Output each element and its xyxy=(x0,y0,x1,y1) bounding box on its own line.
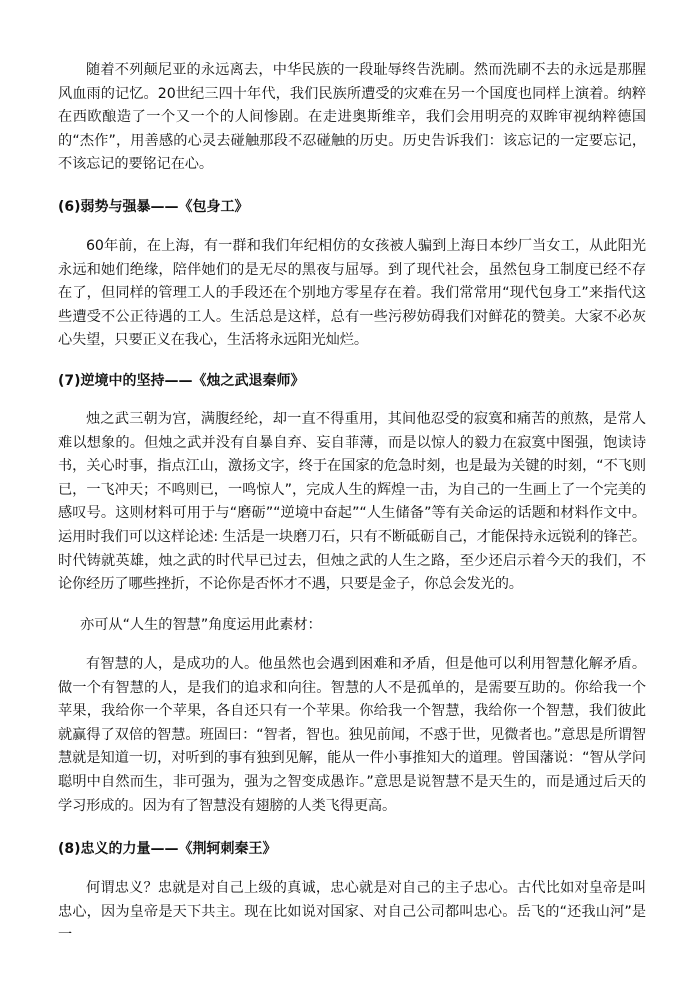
paragraph-5: 何谓忠义？忠就是对自己上级的真诚，忠心就是对自己的主子忠心。古代比如对皇帝是叫忠心，因为皇帝是天下共主。现在比如说对国家、对自己公司都叫忠心。岳飞的“还我山河”是一 xyxy=(58,880,646,944)
paragraph-3: 烛之武三朝为宫，满腹经纶，却一直不得重用，其间他忍受的寂寞和痛苦的煎熬，是常人难以想象的。但烛之武并没有自暴自弃、妄自菲薄，而是以惊人的毅力在寂寞中图强，饱读诗书，关心时事，指点江山，激扬文字，终于在国家的危急时刻，也是最为关键的时刻，“不飞则已，一飞冲天；不鸣则已，一鸣惊人”，完成人生的辉煌一击，为自己的一生画上了一个完美的感叹号。这则材料可用于与“磨砺”“逆境中奋起”“人生储备”等有关命运的话题和材料作文中。运用时我们可以这样论述: 生活是一块磨刀石，只有不断砥砺自己，才能保持永远锐利的锋芒。时代铸就英雄，烛之武的时代早已过去，但烛之武的人生之路，至少还启示着今天的我们，不论你经历了哪些挫折，不论你是否怀才不遇，只要是金子，你总会发光的。 xyxy=(58,411,646,593)
paragraph-1: 随着不列颠尼亚的永远离去，中华民族的一段耻辱终告洗刷。然而洗刷不去的永远是那腥风血雨的记忆。20世纪三四十年代，我们民族所遭受的灾难在另一个国度也同样上演着。纳粹在西欧酿造了一个又一个的人间惨剧。在走进奥斯维辛，我们会用明亮的双眸审视纳粹德国的“杰作”，用善感的心灵去碰触那段不忍碰触的历史。历史告诉我们：该忘记的一定要忘记，不该忘记的要铭记在心。 xyxy=(58,62,646,173)
paragraph-4: 有智慧的人，是成功的人。他虽然也会遇到困难和矛盾，但是他可以利用智慧化解矛盾。做一个有智慧的人，是我们的追求和向往。智慧的人不是孤单的，是需要互助的。你给我一个苹果，我给你一个苹果，各自还只有一个苹果。你给我一个智慧，我给你一个智慧，我们彼此就赢得了双倍的智慧。班固曰：“智者，智也。独见前闻，不惑于世，见微者也。”意思是所谓智慧就是知道一切，对听到的事有独到见解，能从一件小事推知大的道理。曾国藩说：“智从学问聪明中自然而生，非可强为，强为之智变成愚诈。”意思是说智慧不是天生的，而是通过后天的学习形成的。因为有了智慧没有翅膀的人类飞得更高。 xyxy=(58,656,646,814)
paragraph-2: 60年前，在上海，有一群和我们年纪相仿的女孩被人骗到上海日本纱厂当女工，从此阳光永远和她们绝缘，陪伴她们的是无尽的黑夜与屈辱。到了现代社会，虽然包身工制度已经不存在了，但同样的管理工人的手段还在个别地方零星存在着。我们常常用“现代包身工”来指代这些遭受不公正待遇的工人。生活总是这样，总有一些污秽妨碍我们对鲜花的赞美。大家不必灰心失望，只要正义在我心，生活将永远阳光灿烂。 xyxy=(58,238,646,349)
section-heading-6: (6)弱势与强暴——《包身工》 xyxy=(58,199,249,215)
usage-note: 亦可从“人生的智慧”角度运用此素材： xyxy=(80,617,322,633)
section-heading-7: (7)逆境中的坚持——《烛之武退秦师》 xyxy=(58,373,305,389)
section-heading-8: (8)忠义的力量——《荆轲刺秦王》 xyxy=(58,841,277,857)
